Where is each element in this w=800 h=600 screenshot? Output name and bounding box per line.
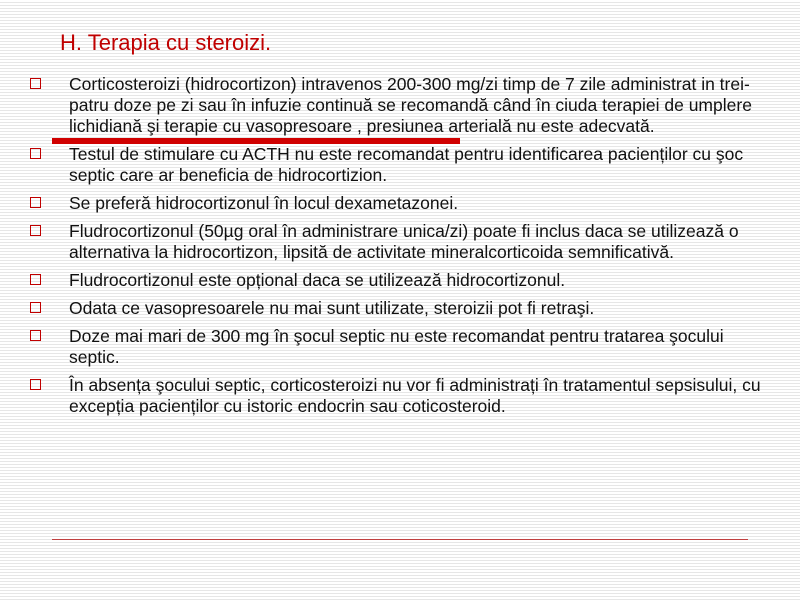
- square-bullet-icon: [30, 274, 41, 285]
- bullet-item: [30, 375, 775, 417]
- square-bullet-icon: [30, 225, 41, 236]
- bullet-text: Odata ce vasopresoarele nu mai sunt utilizate, steroizii pot fi retraşi.: [69, 298, 595, 318]
- bullet-item: [30, 270, 775, 291]
- square-bullet-icon: [30, 330, 41, 341]
- square-bullet-icon: [30, 302, 41, 313]
- bullet-item: [30, 193, 775, 214]
- square-bullet-icon: [30, 148, 41, 159]
- bullet-text: Corticosteroizi (hidrocortizon) intravenos 200-300 mg/zi timp de 7 zile administrat in trei-patru doze pe zi sau în infuzie continuă se recomandă când în ciuda terapiei de umplere lichidiană şi terapie cu vasopresoare , presiunea arterială nu este adecvată.: [69, 74, 752, 136]
- bullet-text: Fludrocortizonul (50µg oral în administrare unica/zi) poate fi inclus daca se utilizează o alternativa la hidrocortizon, lipsită de activitate mineralcorticoida semnificativă.: [69, 221, 739, 262]
- square-bullet-icon: [30, 379, 41, 390]
- bullet-item: [30, 326, 775, 368]
- bullet-text: Doze mai mari de 300 mg în şocul septic nu este recomandat pentru tratarea şocului septic.: [69, 326, 724, 367]
- bullet-text: Se preferă hidrocortizonul în locul dexametazonei.: [69, 193, 459, 213]
- bullet-list: [30, 74, 775, 424]
- red-underline-mark: [52, 138, 460, 144]
- square-bullet-icon: [30, 197, 41, 208]
- bullet-item: [30, 144, 775, 186]
- bullet-text: Testul de stimulare cu ACTH nu este recomandat pentru identificarea pacienților cu şoc septic care ar beneficia de hidrocortizion.: [69, 144, 744, 185]
- bullet-text: În absența şocului septic, corticosteroizi nu vor fi administrați în tratamentul sepsisului, cu excepția pacienților cu istoric endocrin sau coticosteroid.: [69, 375, 761, 416]
- bullet-item: [30, 298, 775, 319]
- square-bullet-icon: [30, 78, 41, 89]
- bullet-text: Fludrocortizonul este opțional daca se utilizează hidrocortizonul.: [69, 270, 566, 290]
- bullet-item: [30, 221, 775, 263]
- slide-title: H. Terapia cu steroizi.: [60, 30, 272, 55]
- footer-divider: [52, 539, 748, 540]
- bullet-item: [30, 74, 775, 137]
